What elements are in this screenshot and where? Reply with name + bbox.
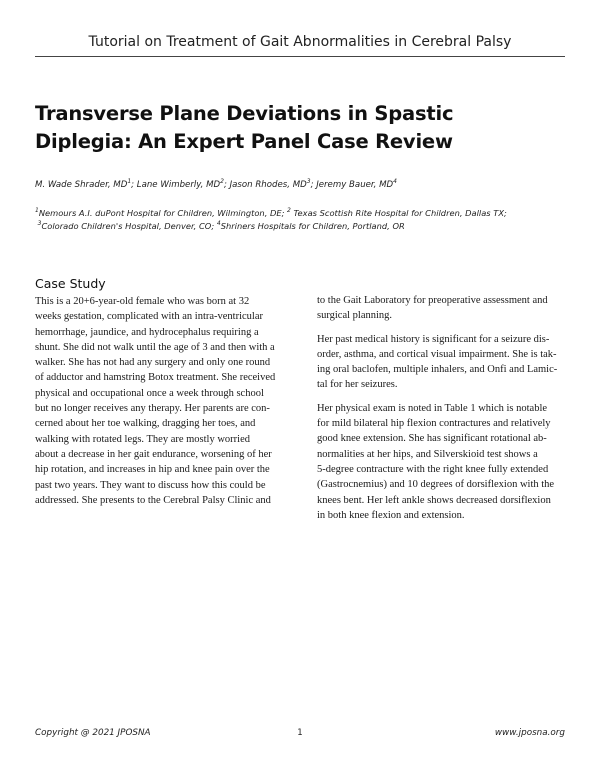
author-affiliation-marker: 2 — [220, 178, 224, 186]
section-heading: Case Study — [35, 276, 106, 291]
affiliation-marker: 3 — [37, 220, 42, 228]
body-text-line: hemorrhage, jaundice, and hydrocephalus requiring a — [35, 326, 259, 338]
title-line-1: Transverse Plane Deviations in Spastic — [35, 102, 454, 125]
body-text-line: of adductor and hamstring Botox treatment. She received — [35, 372, 276, 384]
author-affiliation-marker: 3 — [306, 178, 311, 186]
paragraph — [317, 332, 567, 393]
author-affiliation-marker: 4 — [393, 178, 397, 186]
affiliation-marker: 4 — [216, 220, 221, 228]
author-name: Lane Wimberly, MD — [136, 180, 221, 190]
right-column — [317, 293, 567, 531]
body-text-line: physical and occupational once a week through school — [35, 387, 264, 399]
affiliation-text: Colorado Children's Hospital, Denver, CO; — [41, 221, 217, 231]
body-text-line: cerned about her toe walking, dragging her toes, and — [35, 418, 256, 430]
body-text-line: order, asthma, and cortical visual impairment. She is tak- — [317, 348, 557, 360]
article-title — [35, 100, 555, 156]
body-text-line: normalities at her hips, and Silverskioid test shows a — [317, 448, 538, 460]
paragraph — [317, 401, 567, 523]
affiliation-marker: 2 — [287, 207, 291, 215]
body-text-line: Her physical exam is noted in Table 1 which is notable — [317, 402, 548, 414]
body-text-line: walking with rotated legs. They are mostly worried — [35, 433, 251, 445]
body-text-line: past two years. They want to discuss how this could be — [35, 479, 266, 491]
body-text-line: in both knee flexion and extension. — [317, 509, 465, 521]
body-text-line: addressed. She presents to the Cerebral Palsy Clinic and — [35, 494, 271, 506]
body-text-line: weeks gestation, complicated with an intra-ventricular — [35, 311, 264, 323]
affiliations — [35, 207, 575, 233]
body-text-line: surgical planning. — [317, 310, 393, 322]
body-text-line: to the Gait Laboratory for preoperative assessment and — [317, 295, 548, 306]
paragraph — [317, 293, 567, 324]
author-name: M. Wade Shrader, MD — [35, 180, 128, 190]
body-text-line: shunt. She did not walk until the age of 3 and then with a — [35, 341, 275, 353]
running-head: Tutorial on Treatment of Gait Abnormalities in Cerebral Palsy — [88, 34, 512, 50]
affiliation-marker: 1 — [35, 207, 39, 215]
affiliation-text: Nemours A.I. duPont Hospital for Children, Wilmington, DE; — [38, 208, 288, 218]
author-separator: ; — [310, 180, 317, 190]
affiliation-text: Shriners Hospitals for Children, Portland, OR — [220, 221, 405, 231]
affiliation-line-2 — [35, 220, 575, 233]
body-text-line: 5-degree contracture with the right knee fully extended — [317, 463, 549, 475]
affiliation-text: Texas Scottish Rite Hospital for Children, Dallas TX; — [290, 208, 507, 218]
body-text-line: hip rotation, and increases in hip and knee pain over the — [35, 464, 270, 476]
author-name: Jeremy Bauer, MD — [316, 180, 394, 190]
footer-copyright: Copyright @ 2021 JPOSNA — [35, 728, 151, 738]
body-text-line: This is a 20+6-year-old female who was born at 32 — [35, 296, 250, 307]
affiliation-line-1 — [35, 207, 575, 220]
body-text-line: (Gastrocnemius) and 10 degrees of dorsiflexion with the — [317, 479, 555, 491]
header-divider — [35, 56, 565, 57]
body-text-line: for mild bilateral hip flexion contractures and relatively — [317, 418, 551, 430]
author-name: Jason Rhodes, MD — [229, 180, 307, 190]
body-text-line: about a decrease in her gait endurance, worsening of her — [35, 448, 272, 460]
footer-website: www.jposna.org — [494, 728, 565, 738]
author-separator: ; — [131, 180, 137, 190]
body-text-line: walker. She has not had any surgery and only one round — [35, 357, 271, 369]
author-separator: ; — [223, 180, 230, 190]
left-column — [35, 294, 297, 508]
author-list — [35, 180, 575, 190]
body-text-line: Her past medical history is significant for a seizure dis- — [317, 333, 550, 345]
body-text-line: but no longer receives any therapy. Her parents are con- — [35, 403, 270, 415]
body-text-line: tal for her seizures. — [317, 379, 398, 391]
footer-page-number: 1 — [297, 728, 303, 738]
body-text-line: ing oral baclofen, multiple inhalers, and Onfi and Lamic- — [317, 364, 558, 376]
body-text-line: good knee extension. She has significant rotational ab- — [317, 433, 547, 445]
title-line-2: Diplegia: An Expert Panel Case Review — [35, 130, 453, 153]
body-text-line: knees bent. Her left ankle shows decreased dorsiflexion — [317, 494, 551, 506]
author-affiliation-marker: 1 — [127, 178, 132, 186]
